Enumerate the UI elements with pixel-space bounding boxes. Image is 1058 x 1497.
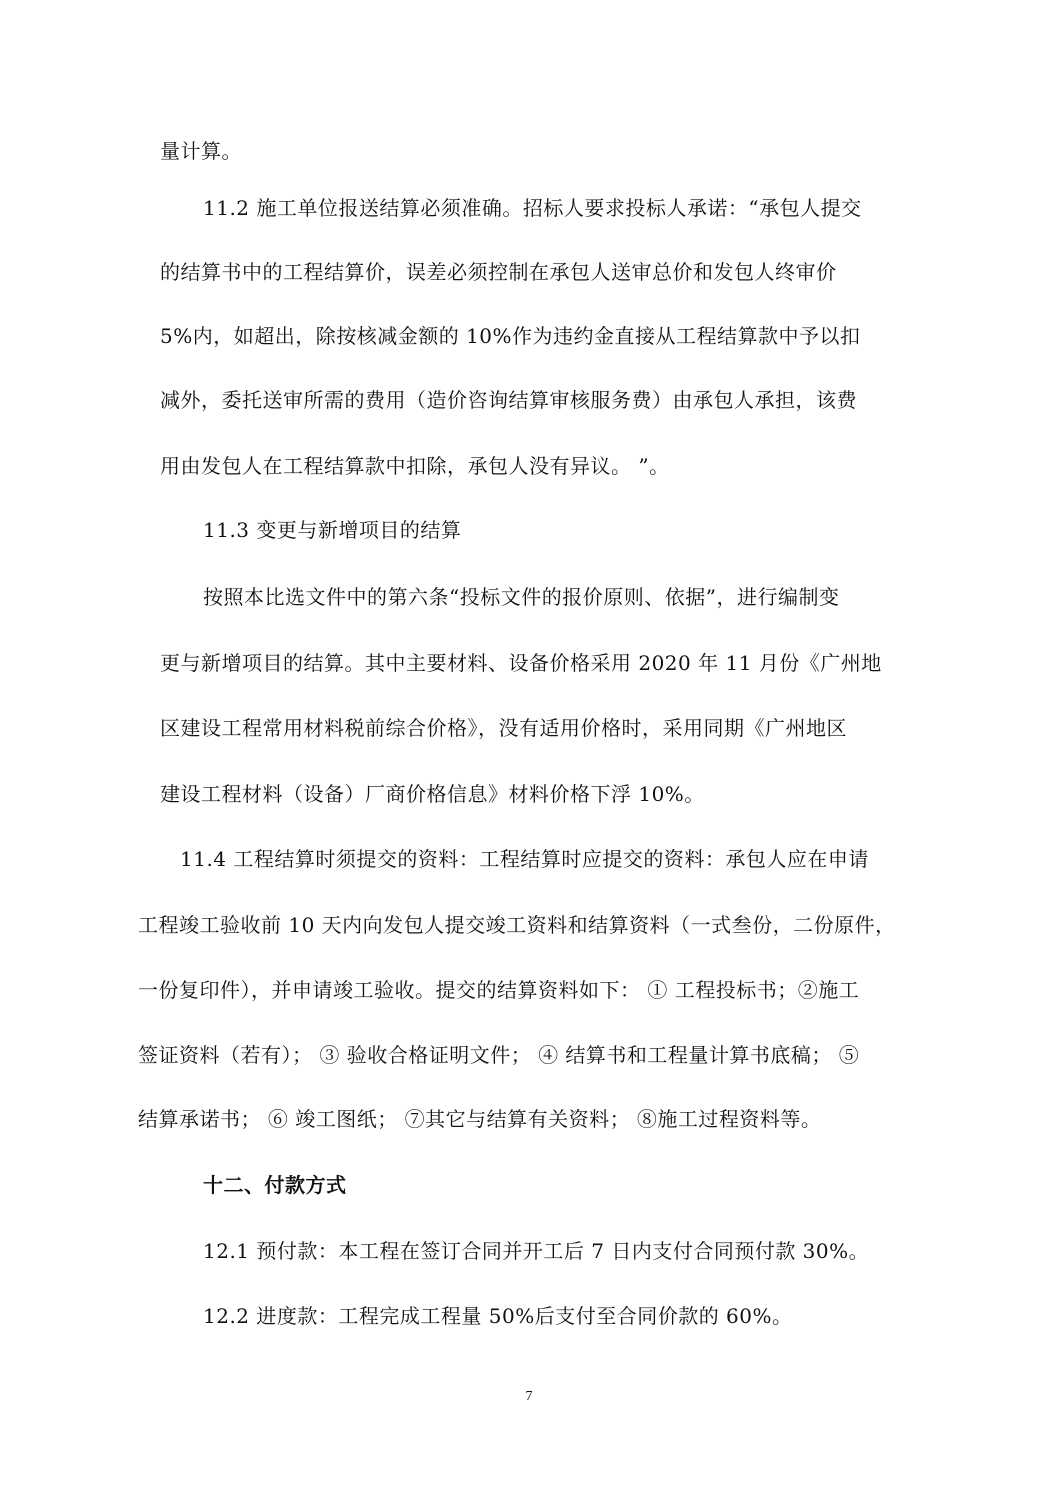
text-line: 区建设工程常用材料税前综合价格》，没有适用价格时，采用同期《广州地区: [160, 716, 847, 740]
page-number: 7: [525, 1389, 533, 1404]
text-line: 结算承诺书； ⑥ 竣工图纸； ⑦其它与结算有关资料； ⑧施工过程资料等。: [138, 1107, 822, 1131]
text-line: 按照本比选文件中的第六条“投标文件的报价原则、依据”，进行编制变: [203, 585, 840, 609]
text-line: 的结算书中的工程结算价，误差必须控制在承包人送审总价和发包人终审价: [160, 260, 837, 284]
text-line: 减外，委托送审所需的费用（造价咨询结算审核服务费）由承包人承担，该费: [160, 388, 857, 412]
text-line: 11.2 施工单位报送结算必须准确。招标人要求投标人承诺：“承包人提交: [203, 196, 862, 220]
text-line: 量计算。: [160, 139, 242, 163]
text-line: 更与新增项目的结算。其中主要材料、设备价格采用 2020 年 11 月份《广州地: [160, 651, 882, 675]
text-line: 签证资料（若有）； ③ 验收合格证明文件； ④ 结算书和工程量计算书底稿； ⑤: [138, 1043, 860, 1067]
text-line: 工程竣工验收前 10 天内向发包人提交竣工资料和结算资料（一式叁份，二份原件，: [138, 913, 896, 937]
chapter-heading: 十二、付款方式: [203, 1173, 347, 1197]
text-line: 5%内，如超出，除按核减金额的 10%作为违约金直接从工程结算款中予以扣: [160, 324, 861, 348]
text-line: 12.2 进度款：工程完成工程量 50%后支付至合同价款的 60%。: [203, 1304, 793, 1328]
text-line: 一份复印件），并申请竣工验收。提交的结算资料如下： ① 工程投标书；②施工: [138, 978, 860, 1002]
text-line: 11.4 工程结算时须提交的资料：工程结算时应提交的资料：承包人应在申请: [180, 847, 869, 871]
section-heading: 11.3 变更与新增项目的结算: [203, 518, 462, 542]
text-line: 建设工程材料（设备）厂商价格信息》材料价格下浮 10%。: [160, 782, 705, 806]
text-line: 12.1 预付款：本工程在签订合同并开工后 7 日内支付合同预付款 30%。: [203, 1239, 870, 1263]
text-line: 用由发包人在工程结算款中扣除，承包人没有异议。 ”。: [160, 454, 670, 478]
